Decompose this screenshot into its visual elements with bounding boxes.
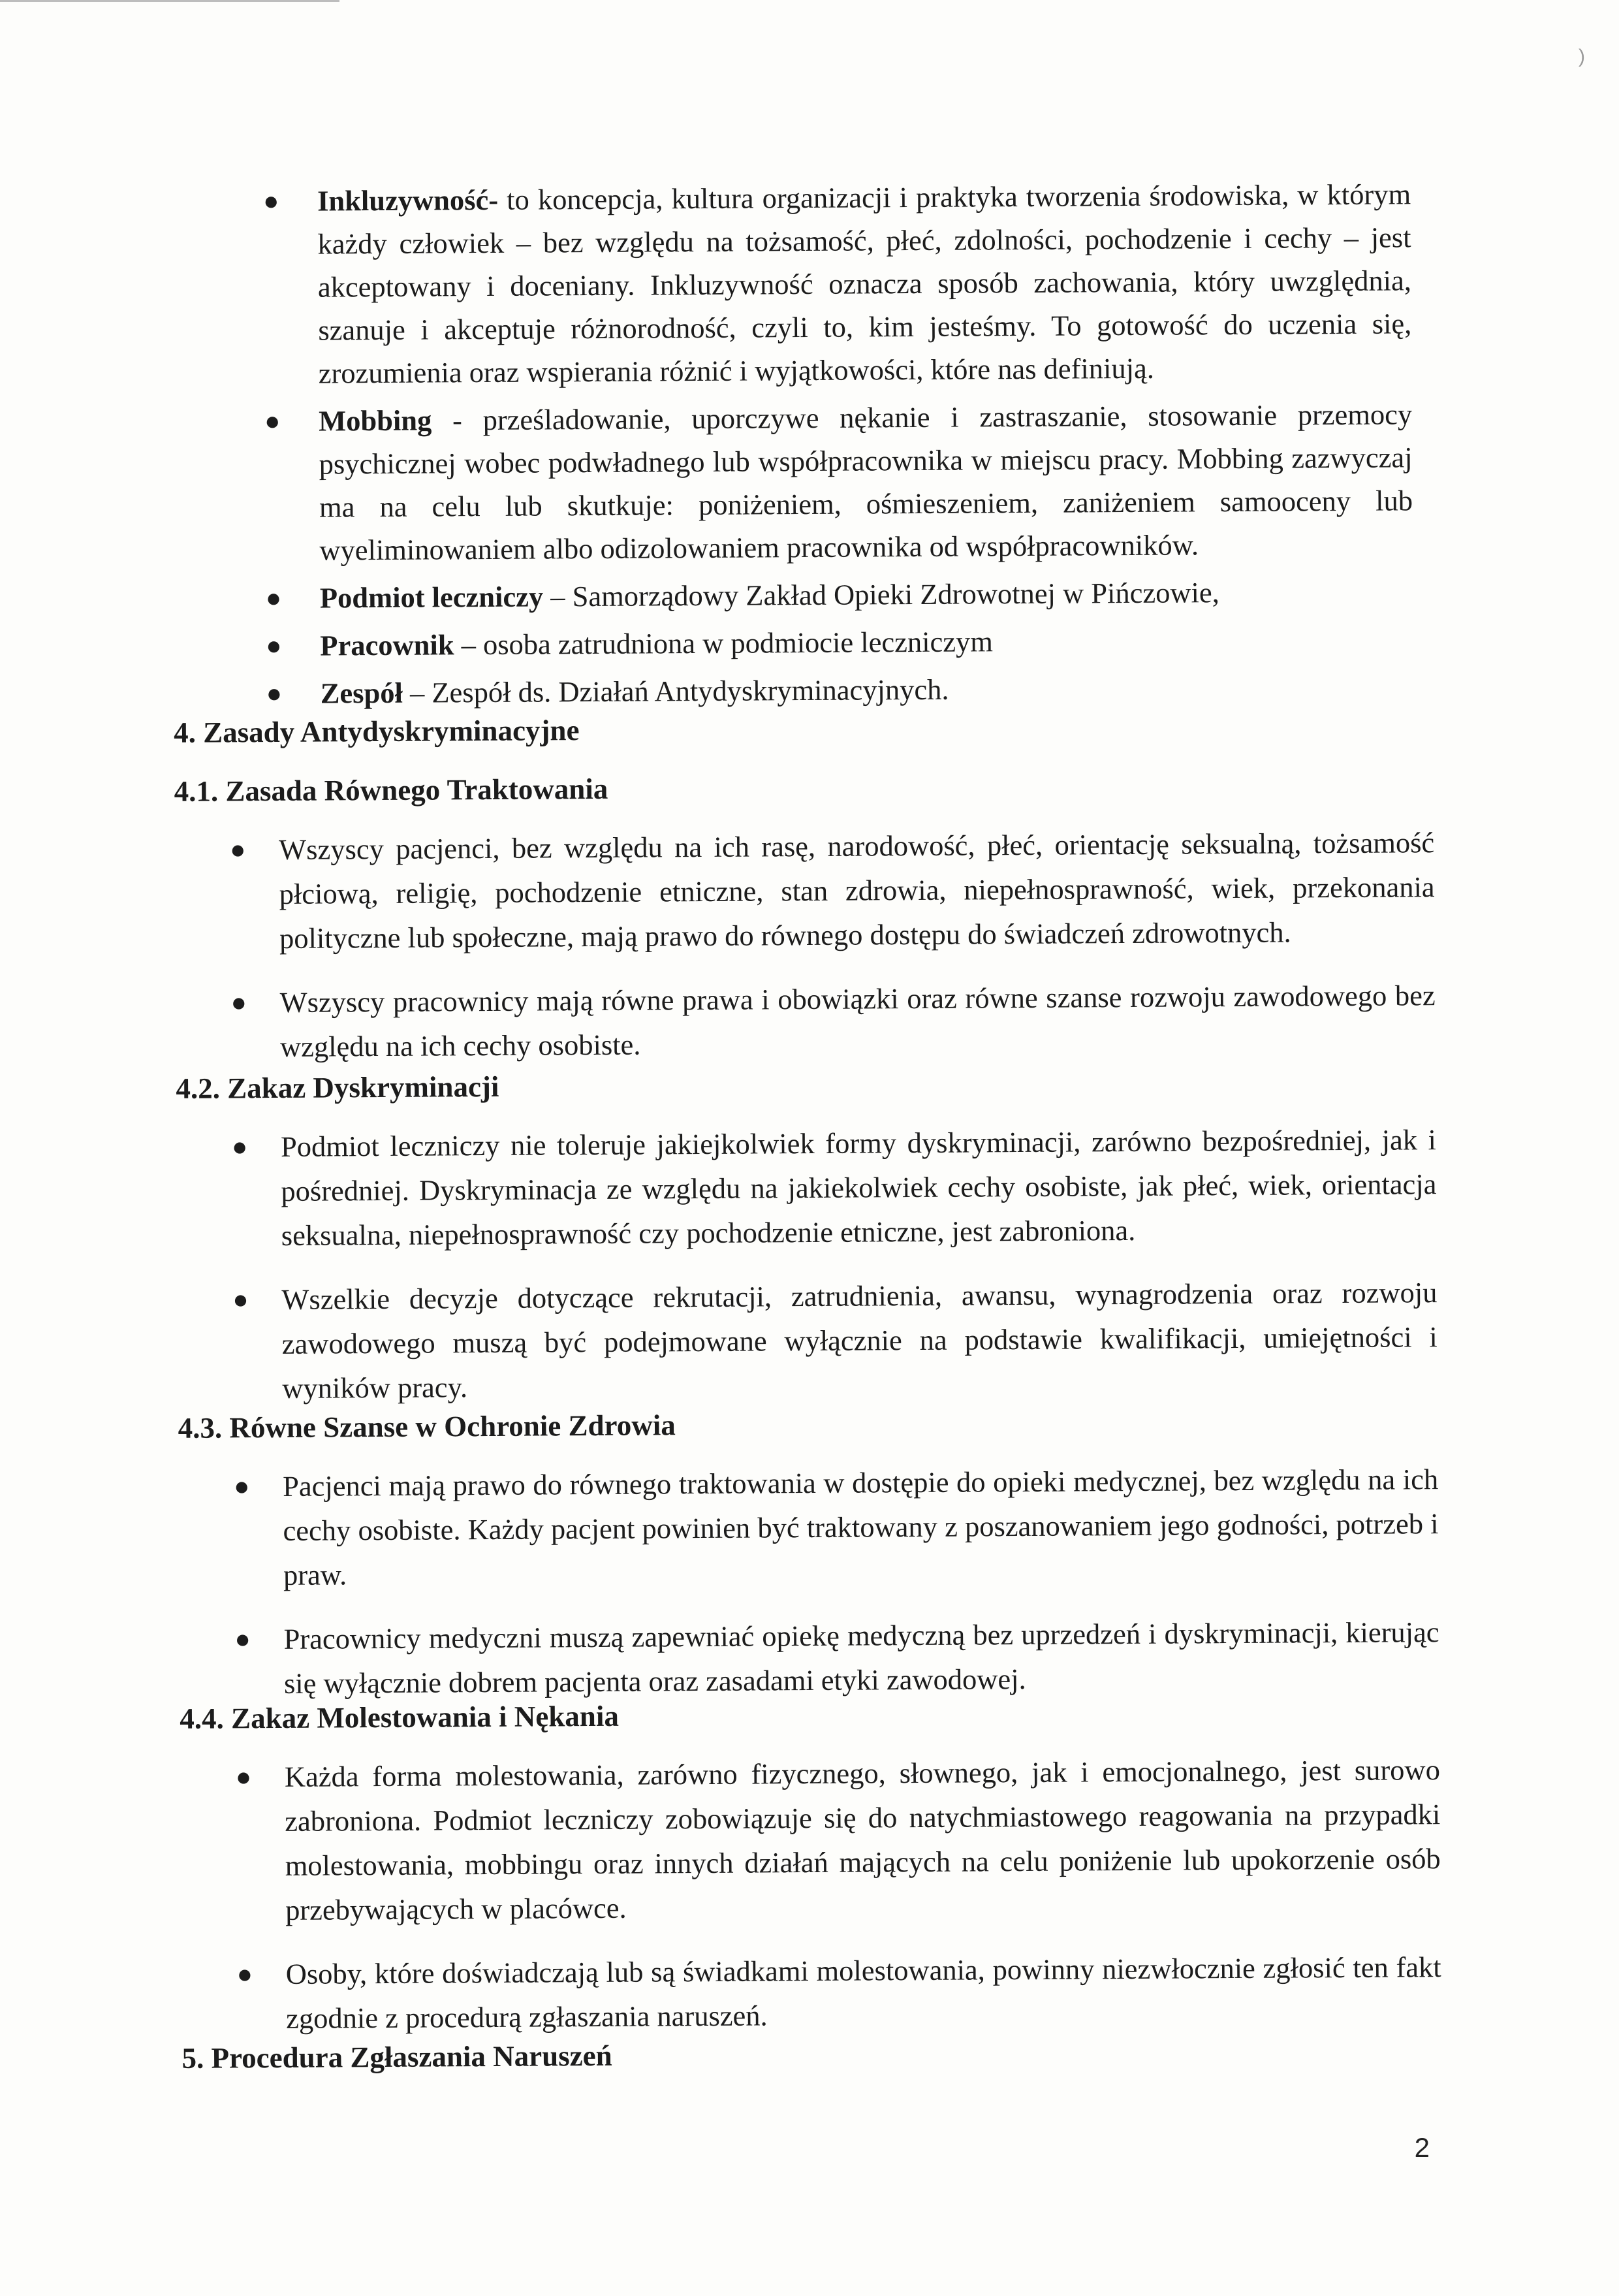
list-item-text: Pacjenci mają prawo do równego traktowania w dostępie do opieki medycznej, bez względu na ich cechy osobiste. Każdy pacjent powinien być traktowany z poszanowaniem jego godności, potrzeb i praw.	[283, 1463, 1439, 1591]
list-item	[213, 1747, 1441, 1932]
section-heading: 4. Zasady Antydyskryminacyjne	[173, 714, 580, 749]
definition-item	[232, 617, 1413, 667]
bullet-icon: ●	[234, 1471, 250, 1501]
list-item-text: Osoby, które doświadczają lub są świadkami molestowania, powinny niezwłocznie zgłosić ten fakt zgodnie z procedurą zgłaszania naruszeń.	[285, 1951, 1441, 2035]
definition-text: to koncepcja, kultura organizacji i praktyka tworzenia środowiska, w którym każdy człowiek – bez względu na tożsamość, płeć, zdolności, pochodzenie i cechy – jest akceptowany i doceniany. Inkluzywność oznacza sposób zachowania, który uwzględnia, szanuje i akceptuje różnorodność, czyli to, kim jesteśmy. To gotowość do uczenia się, zrozumienia oraz wspierania różnić i wyjątkowości, które nas definiują.	[317, 178, 1412, 390]
subsection-heading: 4.4. Zakaz Molestowania i Nękania	[180, 1699, 620, 1735]
bullet-icon: ●	[266, 678, 283, 709]
subsection-heading: 4.3. Równe Szanse w Ochronie Zdrowia	[178, 1409, 676, 1444]
bullet-icon: ●	[266, 630, 282, 661]
list-item-text: Wszelkie decyzje dotyczące rekrutacji, zatrudnienia, awansu, wynagrodzenia oraz rozwoju zawodowego muszą być podejmowane wyłącznie na podstawie kwalifikacji, umiejętności i wyników pracy.	[281, 1276, 1438, 1405]
principles-list	[213, 1747, 1442, 2041]
list-item	[211, 1457, 1439, 1597]
definition-item	[232, 569, 1413, 620]
bullet-icon: ●	[230, 987, 247, 1017]
list-item-text: Wszyscy pacjenci, bez względu na ich rasę, narodowość, płeć, orientację seksualną, tożsamość płciową, religię, pochodzenie etniczne, stan zdrowia, niepełnosprawność, wiek, przekonania polityczne lub społeczne, mają prawo do równego dostępu do świadczeń zdrowotnych.	[279, 826, 1435, 955]
list-item-text: Podmiot leczniczy nie toleruje jakiejkolwiek formy dyskryminacji, zarówno bezpośredniej, jak i pośredniej. Dyskryminacja ze względu na jakiekolwiek cechy osobiste, jak płeć, wiek, orientacja seksualna, niepełnosprawność czy pochodzenie etniczne, jest zabroniona.	[280, 1123, 1437, 1252]
list-item	[208, 973, 1436, 1069]
list-item	[210, 1270, 1438, 1411]
principles-list	[209, 1117, 1438, 1411]
principles-list	[211, 1457, 1439, 1706]
definitions-list	[229, 172, 1414, 715]
list-item-text: Pracownicy medyczni muszą zapewniać opiekę medyczną bez uprzedzeń i dyskryminacji, kierując się wyłącznie dobrem pacjenta oraz zasadami etyki zawodowej.	[283, 1616, 1439, 1700]
definition-item	[232, 665, 1414, 715]
definition-text: - prześladowanie, uporczywe nękanie i zastraszanie, stosowanie przemocy psychicznej wobec podwładnego lub współpracownika w miejscu pracy. Mobbing zazwyczaj ma na celu lub skutkuje: poniżeniem, ośmieszeniem, zaniżeniem samooceny lub wyeliminowaniem albo odizolowaniem pracownika od współpracowników.	[319, 398, 1413, 567]
list-item	[207, 820, 1435, 961]
list-item	[212, 1610, 1439, 1706]
definition-term: Pracownik	[320, 628, 454, 662]
bullet-icon: ●	[236, 1959, 253, 1989]
bullet-icon: ●	[234, 1624, 251, 1654]
subsection-heading: 4.2. Zakaz Dyskryminacji	[176, 1070, 499, 1105]
definition-item	[230, 392, 1413, 572]
definition-text: – osoba zatrudniona w podmiocie leczniczym	[454, 625, 994, 662]
definition-term: Mobbing	[319, 404, 432, 438]
definition-term: Podmiot leczniczy	[319, 580, 544, 614]
scan-mark: )	[1579, 46, 1585, 67]
bullet-icon: ●	[232, 1284, 249, 1315]
list-item	[214, 1945, 1442, 2041]
bullet-icon: ●	[235, 1762, 252, 1792]
definition-term: Zespół	[320, 676, 403, 710]
scan-edge-line	[0, 0, 339, 2]
definition-text: – Samorządowy Zakład Opieki Zdrowotnej w Pińczowie,	[543, 576, 1219, 613]
definition-text: – Zespół ds. Działań Antydyskryminacyjnych.	[402, 673, 949, 709]
bullet-icon: ●	[264, 406, 281, 436]
bullet-icon: ●	[230, 835, 246, 865]
bullet-icon: ●	[263, 185, 279, 216]
definition-item	[229, 172, 1412, 395]
principles-list	[207, 820, 1436, 1069]
subsection-heading: 4.1. Zasada Równego Traktowania	[174, 772, 608, 808]
section-heading: 5. Procedura Zgłaszania Naruszeń	[181, 2039, 612, 2075]
bullet-icon: ●	[231, 1132, 248, 1162]
list-item	[209, 1117, 1437, 1258]
list-item-text: Każda forma molestowania, zarówno fizycznego, słownego, jak i emocjonalnego, jest surowo zabroniona. Podmiot leczniczy zobowiązuje się do natychmiastowego reagowania na przypadki molestowania, mobbingu oraz innych działań mających na celu poniżenie lub upokorzenie osób przebywających w placówce.	[284, 1753, 1441, 1926]
bullet-icon: ●	[265, 582, 282, 613]
page-number: 2	[1414, 2132, 1430, 2163]
list-item-text: Wszyscy pracownicy mają równe prawa i obowiązki oraz równe szanse rozwoju zawodowego bez względu na ich cechy osobiste.	[279, 979, 1436, 1063]
definition-term: Inkluzywność-	[317, 183, 499, 217]
